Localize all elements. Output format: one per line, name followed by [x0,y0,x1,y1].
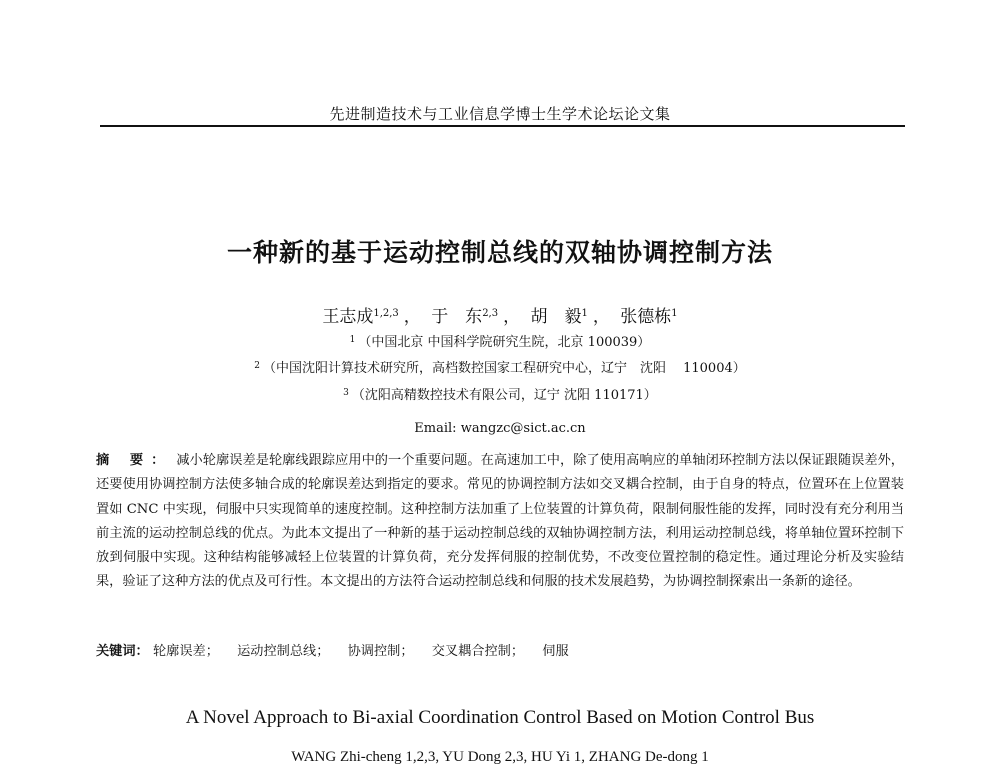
author-list [0,302,1000,327]
author-name: 王志成 [322,307,374,327]
abstract-text: 减小轮廓误差是轮廓线跟踪应用中的一个重要问题。在高速加工中，除了使用高响应的单轴闭环控制方法以保证跟随误差外，还要使用协调控制方法使多轴合成的轮廓误差达到指定的要求。常见的协调控制方法如交叉耦合控制，由于自身的特点，位置环在上位置装置如 CNC 中实现，伺服中只实现简单的速度控制。这种控制方法加重了上位装置的计算负荷，限制伺服性能的发挥，同时没有充分利用当前主流的运动控制总线的优点。为此本文提出了一种新的基于运动控制总线的双轴协调控制方法，利用运动控制总线，将单轴位置环控制下放到伺服中实现。这种结构能够减轻上位装置的计算负荷，充分发挥伺服的控制优势，不改变位置控制的稳定性。通过理论分析及实验结果，验证了这种方法的优点及可行性。本文提出的方法符合运动控制总线和伺服的技术发展趋势，为协调控制探索出一条新的途径。 [96,453,904,590]
paper-title-en: A Novel Approach to Bi-axial Coordination Control Based on Motion Control Bus [185,707,815,728]
proceedings-header-title: 先进制造技术与工业信息学博士生学术论坛论文集 [329,105,671,123]
affiliation-3 [0,384,1000,403]
author-separator: ， [592,307,610,327]
author-affil-sup: 1,2,3 [373,308,399,319]
author-list-en: WANG Zhi-cheng 1,2,3, YU Dong 2,3, HU Yi 1, ZHANG De-dong 1 [291,749,709,765]
author-separator: ， [503,307,521,327]
author-affil-sup: 2,3 [482,308,499,319]
affiliation-text: （中国沈阳计算技术研究所，高档数控国家工程研究中心，辽宁 沈阳 110004） [262,361,746,376]
abstract [96,449,904,595]
affiliation-1 [0,331,1000,350]
keyword: 运动控制总线； [237,644,330,659]
author-email: Email: wangzc@sict.ac.cn [414,421,586,436]
author-name: 张德栋 [620,307,672,327]
keyword: 轮廓误差； [152,644,219,659]
paper-title-cn: 一种新的基于运动控制总线的双轴协调控制方法 [226,238,773,267]
author-name: 于 东 [431,307,483,327]
affiliation-sup: 1 [349,335,356,345]
keywords-label: 关键词： [96,644,149,659]
keywords [96,640,904,659]
affiliation-sup: 2 [254,361,260,371]
abstract-label: 摘 要： [96,453,173,468]
author-name: 胡 毅 [530,307,582,327]
header-rule [100,125,905,127]
keyword: 协调控制； [347,644,414,659]
keyword: 交叉耦合控制； [431,644,525,659]
affiliation-text: （中国北京 中国科学院研究生院，北京 100039） [358,335,651,350]
author-affil-sup: 1 [581,308,588,319]
author-separator: ， [403,307,421,327]
author-affil-sup: 1 [671,308,678,319]
keyword: 伺服 [542,644,569,659]
affiliation-text: （沈阳高精数控技术有限公司，辽宁 沈阳 110171） [351,388,657,403]
affiliation-2 [0,357,1000,376]
affiliation-sup: 3 [343,388,349,398]
